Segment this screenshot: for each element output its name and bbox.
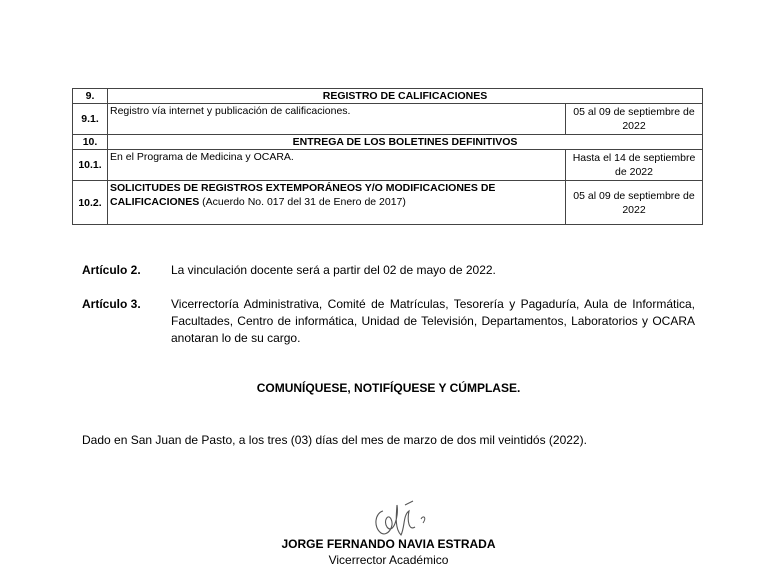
section-header: REGISTRO DE CALIFICACIONES [108, 89, 703, 104]
row-number: 10.1. [73, 150, 108, 181]
given-statement: Dado en San Juan de Pasto, a los tres (03) días del mes de marzo de dos mil veintidós (2022). [82, 433, 587, 447]
row-description-note: (Acuerdo No. 017 del 31 de Enero de 2017) [199, 196, 406, 208]
row-description [108, 181, 566, 225]
row-number: 9. [73, 89, 108, 104]
signatory-name: JORGE FERNANDO NAVIA ESTRADA [281, 537, 496, 551]
table-row [73, 181, 703, 225]
article-label: Artículo 2. [82, 263, 141, 277]
row-number: 9.1. [73, 104, 108, 135]
table-row [73, 89, 703, 104]
row-description-bold: SOLICITUDES DE REGISTROS EXTEMPORÁNEOS Y/O MODIFICACIONES DE CALIFICACIONES [110, 182, 496, 208]
signatory-title: Vicerrector Académico [328, 553, 449, 567]
section-header: ENTREGA DE LOS BOLETINES DEFINITIVOS [108, 135, 703, 150]
row-date: 05 al 09 de septiembre de 2022 [566, 104, 703, 135]
row-date: 05 al 09 de septiembre de 2022 [566, 181, 703, 225]
closing-statement: COMUNÍQUESE, NOTIFÍQUESE Y CÚMPLASE. [256, 381, 521, 395]
table-row [73, 150, 703, 181]
article-text: Vicerrectoría Administrativa, Comité de Matrículas, Tesorería y Pagaduría, Aula de Informática, Facultades, Centro de informática, Unidad de Televisión, Departamentos, Laboratorios y OCARA anotaran lo de su cargo. [171, 297, 695, 345]
article-text: La vinculación docente será a partir del 02 de mayo de 2022. [171, 263, 496, 277]
article-label: Artículo 3. [82, 297, 141, 311]
row-number: 10.2. [73, 181, 108, 225]
signature-scribble-icon [365, 497, 440, 541]
row-date: Hasta el 14 de septiembre de 2022 [566, 150, 703, 181]
schedule-table [72, 88, 703, 225]
row-description: En el Programa de Medicina y OCARA. [108, 150, 566, 181]
table-row [73, 135, 703, 150]
row-description: Registro vía internet y publicación de calificaciones. [108, 104, 566, 135]
row-number: 10. [73, 135, 108, 150]
table-row [73, 104, 703, 135]
